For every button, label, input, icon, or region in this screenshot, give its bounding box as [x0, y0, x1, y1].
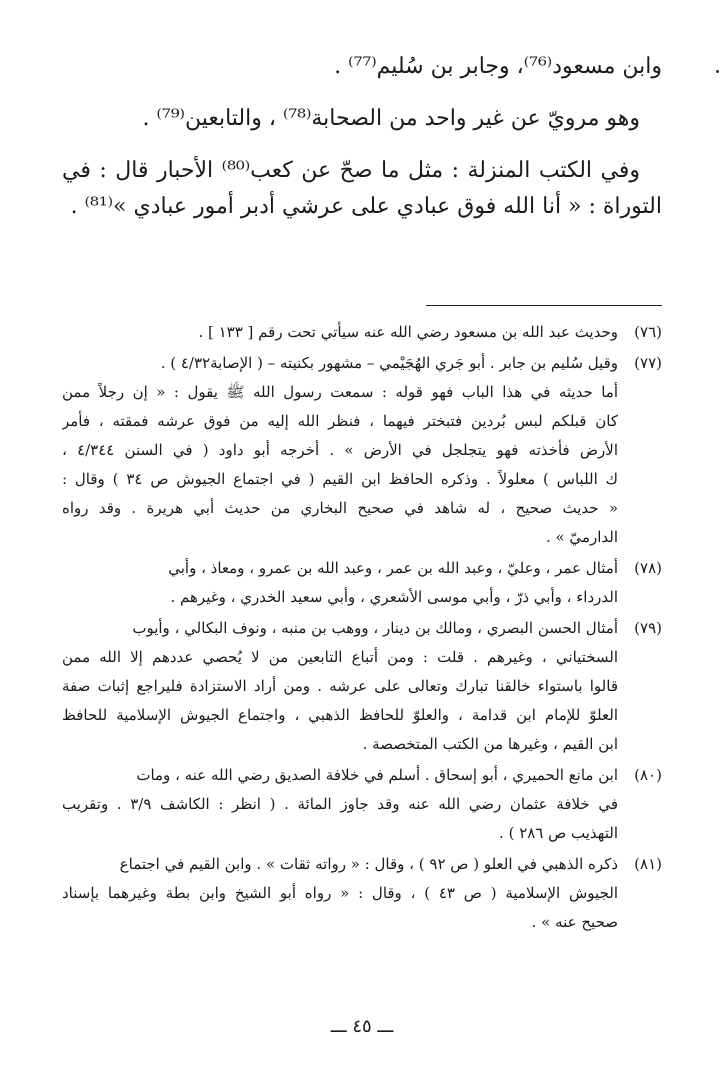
- footnote-number: (٧٩): [634, 619, 662, 637]
- footnote-number: (٨١): [634, 855, 662, 873]
- footnote-text: كان قبلكم لبس بُردين فتبختر فيهما ، فنظر الله إليه من فوق عرشه فمقته ، فأمر: [62, 412, 618, 430]
- footnote-text: ك اللباس ) معلولاً . وذكره الحافظ ابن القيم ( في اجتماع الجيوش ص ٣٤ ) وقال :: [62, 470, 618, 488]
- footnote-text: الدارميّ » .: [545, 528, 618, 546]
- footnote-77: [62, 349, 662, 552]
- footnote-text: وقيل سُليم بن جابر . أبو جَري الهُجَيْمي – مشهور بكنيته – ( الإصابة٤/٣٢ ) .: [160, 354, 618, 372]
- footnote-text: « حديث صحيح ، له شاهد في صحيح البخاري من حديث أبي هريرة . وقد رواه: [62, 499, 618, 517]
- footnote-text: أمثال عمر ، وعليّ ، وعبد الله بن عمر ، وعبد الله بن عمرو ، ومعاذ ، وأبي: [168, 559, 618, 577]
- footnote-divider: [426, 305, 662, 306]
- footnote-text: الجيوش الإسلامية ( ص ٤٣ ) ، وقال : « رواه أبو الشيخ وابن بطة وغيرهما بإسناد: [62, 884, 618, 902]
- footnote-number: (٧٨): [634, 559, 662, 577]
- main-line: وابن مسعود⁽⁷⁶⁾، وجابر بن سُليم⁽⁷⁷⁾ .: [334, 54, 662, 79]
- footnote-text: وحديث عبد الله بن مسعود رضي الله عنه سيأتي تحت رقم [ ١٣٣ ] .: [198, 323, 618, 341]
- footnote-text: أما حديثه في هذا الباب فهو قوله : سمعت رسول الله ﷺ يقول : « إن رجلاً ممن: [62, 383, 618, 401]
- footnote-text: صحيح عنه » .: [531, 913, 618, 931]
- footnote-text: الأرض فأخذته فهو يتجلجل في الأرض » . أخرجه أبو داود ( في السنن ٤/٣٤٤ ،: [62, 441, 618, 459]
- main-text: [62, 52, 662, 244]
- footnote-text: أمثال الحسن البصري ، ومالك بن دينار ، ووهب بن منبه ، ونوف البكالي ، وأيوب: [132, 619, 618, 637]
- footnote-text: ابن القيم ، وغيرها من الكتب المتخصصة .: [362, 735, 618, 753]
- footnote-number: (٧٧): [634, 354, 662, 372]
- footnote-text: الدرداء ، وأبي ذرّ ، وأبي موسى الأشعري ، وأبي سعيد الخدري ، وغيرهم .: [170, 588, 618, 606]
- footnote-80: [62, 761, 662, 848]
- footnote-81: [62, 850, 662, 937]
- footnote-text: في خلافة عثمان رضي الله عنه وقد جاوز المائة . ( انظر : الكاشف ٣/٩ . وتقريب: [62, 795, 618, 813]
- footnote-text: ابن مانع الحميري ، أبو إسحاق . أسلم في خلافة الصديق رضي الله عنه ، ومات: [136, 766, 618, 784]
- footnote-76: [62, 318, 662, 347]
- footnote-number: (٧٦): [634, 323, 662, 341]
- footnote-text: التهذيب ص ٢٨٦ ) .: [499, 824, 618, 842]
- footnote-text: قالوا باستواء خالقنا تبارك وتعالى على عرشه . ومن أراد الاستزادة فليراجع إثبات صفة: [62, 677, 618, 695]
- main-line: وهو مرويّ عن غير واحد من الصحابة⁽⁷⁸⁾ ، والتابعين⁽⁷⁹⁾ .: [142, 106, 640, 131]
- scan-edge-mark: [716, 70, 719, 73]
- page-number: ـــ ٤٥ ـــ: [330, 1016, 394, 1037]
- footnote-text: العلوّ للإمام ابن قدامة ، والعلوّ للحافظ الذهبي ، واجتماع الجيوش الإسلامية للحافظ: [62, 706, 618, 724]
- footnote-78: [62, 554, 662, 612]
- main-line: وفي الكتب المنزلة : مثل ما صحّ عن كعب⁽⁸⁰⁾ الأحبار قال : في: [62, 158, 640, 183]
- footnote-number: (٨٠): [634, 766, 662, 784]
- footnote-text: ذكره الذهبي في العلو ( ص ٩٢ ) ، وقال : « رواته ثقات » . وابن القيم في اجتماع: [119, 855, 618, 873]
- footnote-79: [62, 614, 662, 759]
- main-line: التوراة : « أنا الله فوق عبادي على عرشي أدبر أمور عبادي »⁽⁸¹⁾ .: [70, 194, 662, 219]
- footnote-text: السختياني ، وغيرهم . قلت : ومن أتباع التابعين من لا يُحصي عددهم إلا الله ممن: [62, 648, 618, 666]
- footnotes: [62, 318, 662, 939]
